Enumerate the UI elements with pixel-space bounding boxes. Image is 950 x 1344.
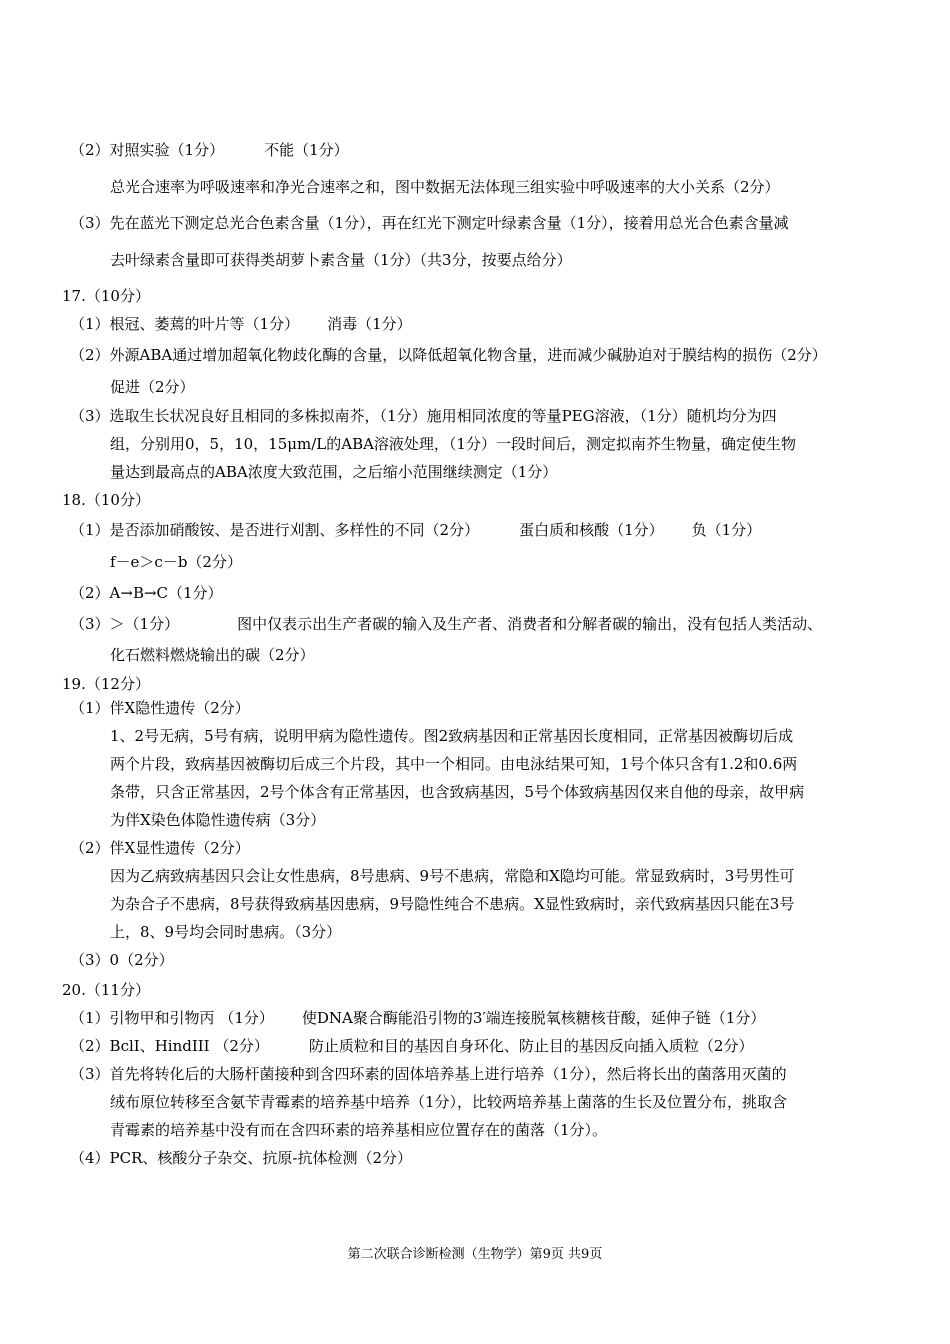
answer-line: 促进（2分） [110, 378, 195, 396]
answer-line: （3）首先将转化后的大肠杆菌接种到含四环素的固体培养基上进行培养（1分），然后将长出的菌落用灭菌的 [70, 1065, 787, 1083]
answer-line: （2）A→B→C（1分） [70, 584, 223, 602]
answer-line: 两个片段，致病基因被酶切后成三个片段，其中一个相同。由电泳结果可知，1号个体只含有1.2和0.6两 [110, 755, 798, 773]
answer-line: 量达到最高点的ABA浓度大致范围，之后缩小范围继续测定（1分） [110, 463, 558, 481]
answer-line: f－e＞c－b（2分） [110, 553, 242, 571]
answer-line: （1）根冠、萎蔫的叶片等（1分） 消毒（1分） [70, 315, 412, 333]
answer-line: （3）选取生长状况良好且相同的多株拟南芥，（1分）施用相同浓度的等量PEG溶液，（1分）随机均分为四 [70, 407, 777, 425]
page-footer: 第二次联合诊断检测（生物学）第9页 共9页 [347, 1247, 603, 1262]
answer-line: 去叶绿素含量即可获得类胡萝卜素含量（1分）（共3分，按要点给分） [110, 251, 572, 269]
answer-line: 为杂合子不患病，8号获得致病基因患病，9号隐性纯合不患病。X显性致病时，亲代致病基因只能在3号 [110, 895, 795, 913]
answer-line: （2）BclⅠ、HindIII （2分） 防止质粒和目的基因自身环化、防止目的基因反向插入质粒（2分） [70, 1037, 754, 1055]
answer-line: 总光合速率为呼吸速率和净光合速率之和，图中数据无法体现三组实验中呼吸速率的大小关系（2分） [110, 178, 780, 196]
answer-line: 因为乙病致病基因只会让女性患病，8号患病、9号不患病，常隐和X隐均可能。常显致病时，3号男性可 [110, 867, 795, 885]
answer-line: 青霉素的培养基中没有而在含四环素的培养基相应位置存在的菌落（1分）。 [110, 1121, 608, 1139]
answer-line: （2）外源ABA通过增加超氧化物歧化酶的含量，以降低超氧化物含量，进而减少碱胁迫对于膜结构的损伤（2分） [70, 346, 827, 364]
answer-line: （1）是否添加硝酸铵、是否进行刈割、多样性的不同（2分） 蛋白质和核酸（1分） 负（1分） [70, 521, 762, 539]
question-heading: 17.（10分） [62, 287, 150, 305]
answer-line: 为伴X染色体隐性遗传病（3分） [110, 811, 326, 829]
answer-line: 化石燃料燃烧输出的碳（2分） [110, 646, 315, 664]
answer-line: 组，分别用0，5，10，15μm/L的ABA溶液处理，（1分）一段时间后，测定拟南芥生物量，确定使生物 [110, 435, 796, 453]
answer-line: （2）伴X显性遗传（2分） [70, 839, 250, 857]
answer-line: （2）对照实验（1分） 不能（1分） [70, 141, 349, 159]
answer-line: （1）伴X隐性遗传（2分） [70, 699, 250, 717]
answer-line: （3）0（2分） [70, 951, 174, 969]
answer-line: （1）引物甲和引物丙 （1分） 使DNA聚合酶能沿引物的3′端连接脱氧核糖核苷酸，延伸子链（1分） [70, 1009, 766, 1027]
answer-line: 上，8、9号均会同时患病。（3分） [110, 923, 342, 941]
answer-line: （4）PCR、核酸分子杂交、抗原-抗体检测（2分） [70, 1149, 413, 1167]
question-heading: 20.（11分） [62, 981, 150, 999]
answer-line: （3）先在蓝光下测定总光合色素含量（1分），再在红光下测定叶绿素含量（1分），接着用总光合色素含量减 [70, 214, 789, 232]
question-heading: 19.（12分） [62, 675, 150, 693]
answer-line: 绒布原位转移至含氨苄青霉素的培养基中培养（1分），比较两培养基上菌落的生长及位置分布，挑取含 [110, 1093, 788, 1111]
answer-line: 1、2号无病，5号有病，说明甲病为隐性遗传。图2致病基因和正常基因长度相同，正常基因被酶切后成 [110, 727, 794, 745]
question-heading: 18.（10分） [62, 491, 150, 509]
answer-line: 条带，只含正常基因，2号个体含有正常基因，也含致病基因，5号个体致病基因仅来自他的母亲，故甲病 [110, 783, 805, 801]
answer-line: （3）＞（1分） 图中仅表示出生产者碳的输入及生产者、消费者和分解者碳的输出，没有包括人类活动、 [70, 615, 823, 633]
